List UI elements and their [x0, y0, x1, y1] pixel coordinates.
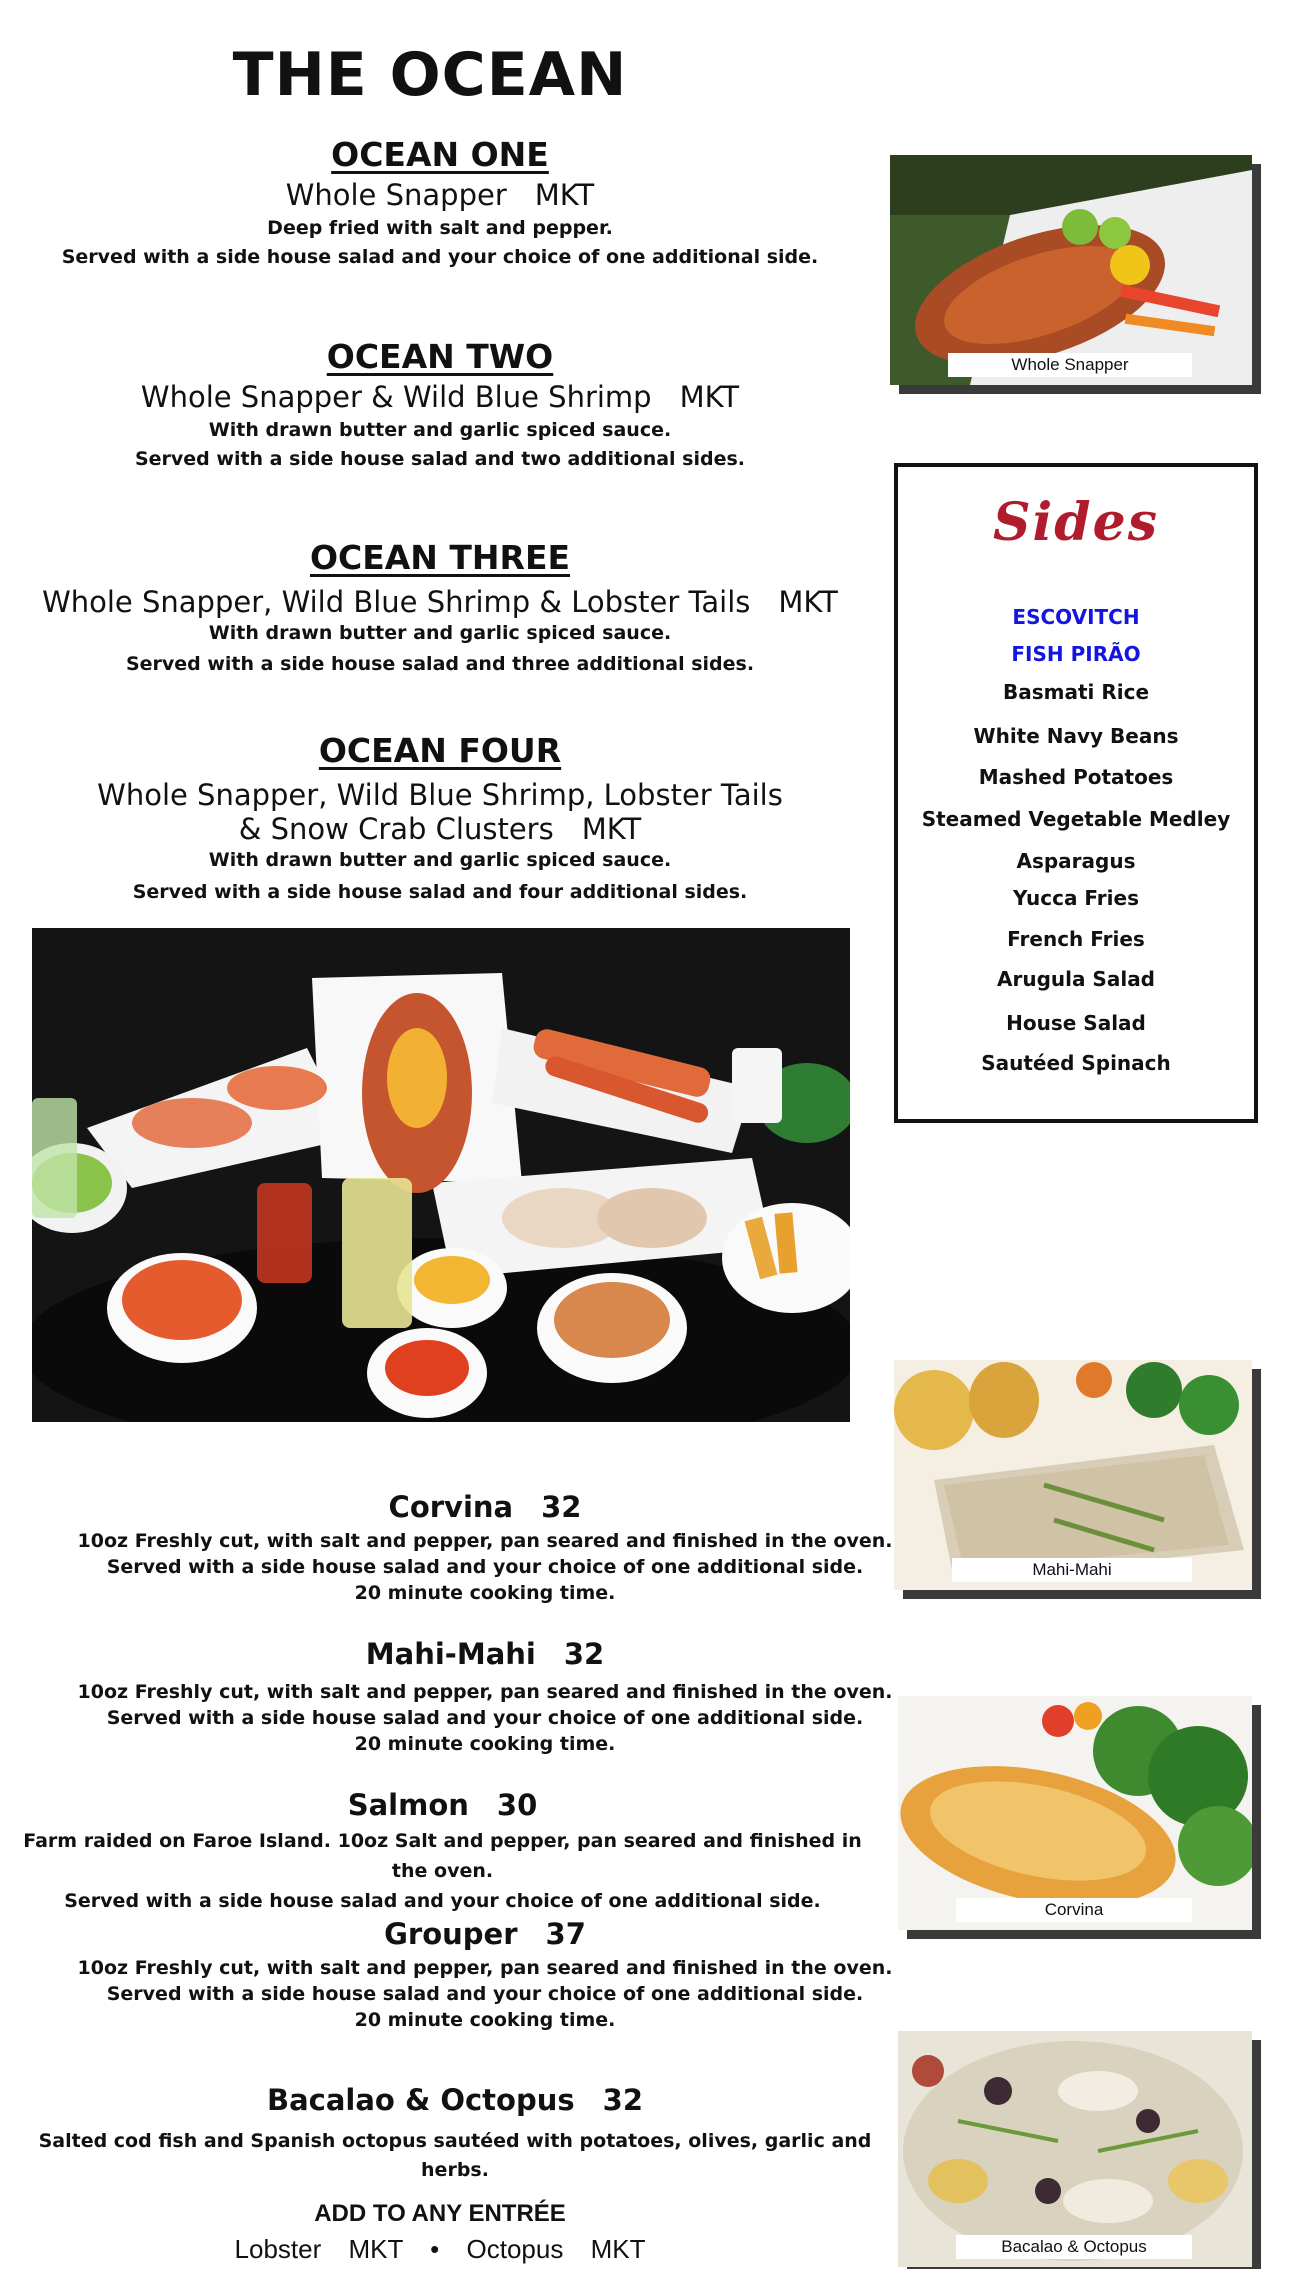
dish-title [40, 585, 840, 619]
dish-name: Grouper [384, 1917, 518, 1951]
dish-title [15, 1788, 870, 1822]
ocean-two-section [60, 337, 820, 474]
dish-price: 32 [602, 2083, 643, 2117]
side-item: Asparagus [1016, 849, 1136, 873]
side-item: White Navy Beans [973, 724, 1179, 748]
bullet-separator: • [430, 2234, 440, 2264]
dish-description-line: Served with a side house salad and your choice of one additional side. [106, 1707, 864, 1729]
dish-description-line: 10oz Freshly cut, with salt and pepper, pan seared and finished in the oven. [77, 1957, 893, 1979]
dish-description-line: 20 minute cooking time. [354, 2009, 616, 2031]
addon-octopus-price: MKT [590, 2234, 646, 2264]
section-heading: OCEAN ONE [331, 135, 549, 174]
dish-title [60, 1490, 910, 1524]
dish-price: 30 [496, 1788, 538, 1822]
dish-price: MKT [679, 380, 740, 414]
addons-line [140, 2234, 740, 2265]
dish-name: Whole Snapper & Wild Blue Shrimp [140, 380, 652, 414]
side-item: Arugula Salad [996, 967, 1156, 991]
dish-price: MKT [778, 585, 838, 619]
side-item: FISH PIRÃO [1011, 642, 1141, 666]
side-item: Steamed Vegetable Medley [921, 807, 1231, 831]
photo-caption: Mahi-Mahi [952, 1558, 1192, 1582]
add-to-entree-section [140, 2200, 740, 2265]
dish-title [40, 778, 840, 846]
side-item: French Fries [1007, 927, 1145, 951]
side-item: Sautéed Spinach [981, 1051, 1171, 1075]
photo-caption: Corvina [956, 1898, 1192, 1922]
dish-description-line: Deep fried with salt and pepper. [267, 217, 613, 239]
addon-lobster: Lobster [234, 2234, 322, 2264]
section-heading: OCEAN TWO [326, 337, 554, 376]
dish-name: & Snow Crab Clusters [238, 812, 554, 846]
mahi-mahi-photo [894, 1360, 1252, 1590]
dish-description-line: 10oz Freshly cut, with salt and pepper, pan seared and finished in the oven. [77, 1681, 893, 1703]
corvina-photo [898, 1696, 1252, 1930]
side-item: ESCOVITCH [1012, 605, 1140, 629]
dish-title [30, 2083, 880, 2117]
entree-bacalao-octopus [30, 2083, 880, 2185]
dish-name: Bacalao & Octopus [266, 2083, 575, 2117]
platter-image-icon [32, 928, 850, 1422]
snapper-image-icon [890, 155, 1252, 385]
dish-description-line: Served with a side house salad and your choice of one additional side. [64, 1890, 821, 1912]
ocean-four-section [40, 731, 840, 907]
side-item: Yucca Fries [1012, 886, 1139, 910]
dish-description-line: Served with a side house salad and four additional sides. [132, 881, 748, 903]
dish-price: MKT [534, 178, 595, 212]
corvina-image-icon [898, 1696, 1252, 1930]
dish-name: Mahi-Mahi [365, 1637, 536, 1671]
ocean-three-section [40, 538, 840, 679]
dish-name: Whole Snapper [285, 178, 507, 212]
dish-name: Whole Snapper, Wild Blue Shrimp & Lobster Tails [42, 585, 751, 619]
entree-salmon [15, 1788, 870, 1916]
dish-description-line: 20 minute cooking time. [354, 1582, 616, 1604]
mahi-image-icon [894, 1360, 1252, 1590]
dish-price: MKT [581, 812, 642, 846]
dish-description-line: Served with a side house salad and two additional sides. [134, 448, 746, 470]
dish-description-line: Salted cod fish and Spanish octopus sautéed with potatoes, olives, garlic and herbs. [38, 2130, 872, 2181]
whole-snapper-photo [890, 155, 1252, 385]
dish-name: Salmon [347, 1788, 469, 1822]
sides-box [894, 463, 1258, 1123]
side-item: Basmati Rice [1002, 680, 1150, 704]
dish-description-line: Served with a side house salad and your choice of one additional side. [106, 1556, 864, 1578]
dish-description-line: With drawn butter and garlic spiced sauce. [208, 622, 672, 644]
dish-description-line: 10oz Freshly cut, with salt and pepper, pan seared and finished in the oven. [77, 1530, 893, 1552]
seafood-platter-photo [32, 928, 850, 1422]
sides-title: Sides [992, 492, 1160, 553]
dish-name: Corvina [388, 1490, 514, 1524]
section-heading: OCEAN FOUR [318, 731, 562, 770]
dish-title [60, 178, 820, 212]
side-item: Mashed Potatoes [978, 765, 1174, 789]
bacalao-octopus-photo [898, 2031, 1252, 2267]
photo-caption: Whole Snapper [948, 353, 1192, 377]
dish-description-line: Served with a side house salad and your choice of one additional side. [61, 246, 819, 268]
dish-description-line: With drawn butter and garlic spiced sauce. [208, 419, 672, 441]
dish-price: 37 [545, 1917, 586, 1951]
dish-description-line: Farm raided on Faroe Island. 10oz Salt and pepper, pan seared and finished in the oven. [23, 1830, 862, 1882]
dish-title [60, 1637, 910, 1671]
addon-octopus: Octopus [466, 2234, 564, 2264]
addon-lobster-price: MKT [348, 2234, 403, 2264]
ocean-one-section [60, 135, 820, 272]
dish-title [60, 1917, 910, 1951]
bacalao-image-icon [898, 2031, 1252, 2267]
entree-mahi-mahi [60, 1637, 910, 1757]
entree-grouper [60, 1917, 910, 2033]
photo-caption: Bacalao & Octopus [956, 2235, 1192, 2259]
addons-title: ADD TO ANY ENTRÉE [314, 2200, 566, 2227]
dish-name: Whole Snapper, Wild Blue Shrimp, Lobster Tails [97, 778, 783, 812]
section-heading: OCEAN THREE [309, 538, 571, 577]
dish-description-line: With drawn butter and garlic spiced sauce. [208, 849, 672, 871]
dish-price: 32 [541, 1490, 582, 1524]
side-item: House Salad [1006, 1011, 1146, 1035]
dish-description-line: 20 minute cooking time. [354, 1733, 616, 1755]
dish-title [60, 380, 820, 414]
page-title: THE OCEAN [232, 40, 628, 110]
entree-corvina [60, 1490, 910, 1606]
dish-description-line: Served with a side house salad and your choice of one additional side. [106, 1983, 864, 2005]
dish-description-line: Served with a side house salad and three additional sides. [125, 653, 755, 675]
dish-price: 32 [563, 1637, 605, 1671]
